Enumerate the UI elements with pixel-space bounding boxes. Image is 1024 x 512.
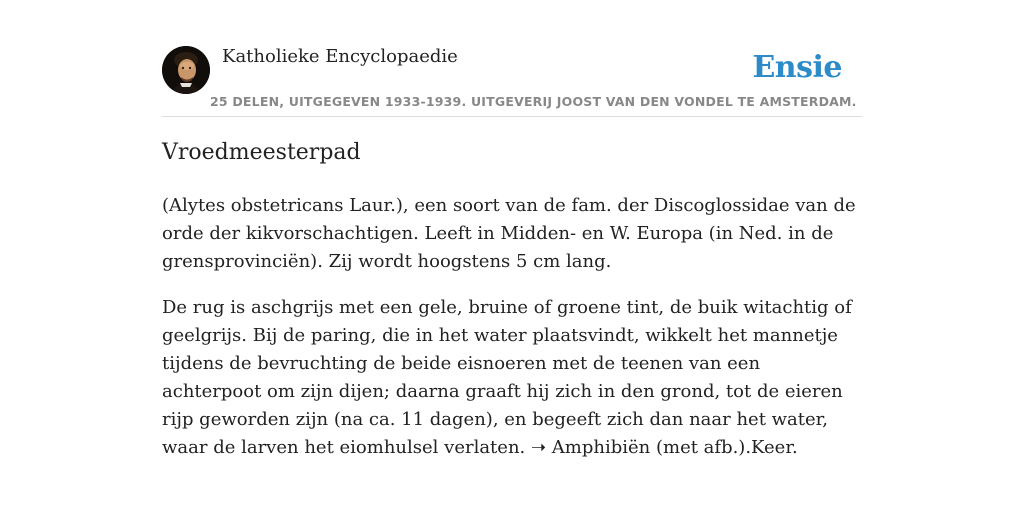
portrait-icon (162, 46, 210, 94)
publication-header (162, 46, 862, 117)
entry-title: Vroedmeesterpad (162, 140, 361, 165)
ensie-logo[interactable]: Ensie (752, 50, 842, 85)
entry-paragraph: De rug is aschgrijs met een gele, bruine of groene tint, de buik witachtig of geelgrijs. Bij de paring, die in het water plaatsvindt, wikkelt het mannetje tijdens de bevruchting de beide eisnoeren met de teenen van een achterpoot om zijn dijen; daarna graaft hij zich in den grond, tot de eieren rijp geworden zijn (na ca. 11 dagen), en begeeft zich dan naar het water, waar de larven het eiomhulsel verlaten. ➝ Amphibiën (met afb.).Keer. (162, 297, 852, 458)
publication-subtitle: 25 DELEN, UITGEGEVEN 1933-1939. UITGEVERIJ JOOST VAN DEN VONDEL TE AMSTERDAM. (210, 94, 857, 109)
entry-paragraph: (Alytes obstetricans Laur.), een soort van de fam. der Discoglossidae van de orde der kikvorschachtigen. Leeft in Midden- en W. Europa (in Ned. in de grensprovinciën). Zij wordt hoogstens 5 cm lang. (162, 195, 856, 272)
publication-avatar[interactable] (162, 46, 210, 94)
entry-body (162, 192, 862, 462)
publication-title[interactable]: Katholieke Encyclopaedie (222, 46, 458, 67)
